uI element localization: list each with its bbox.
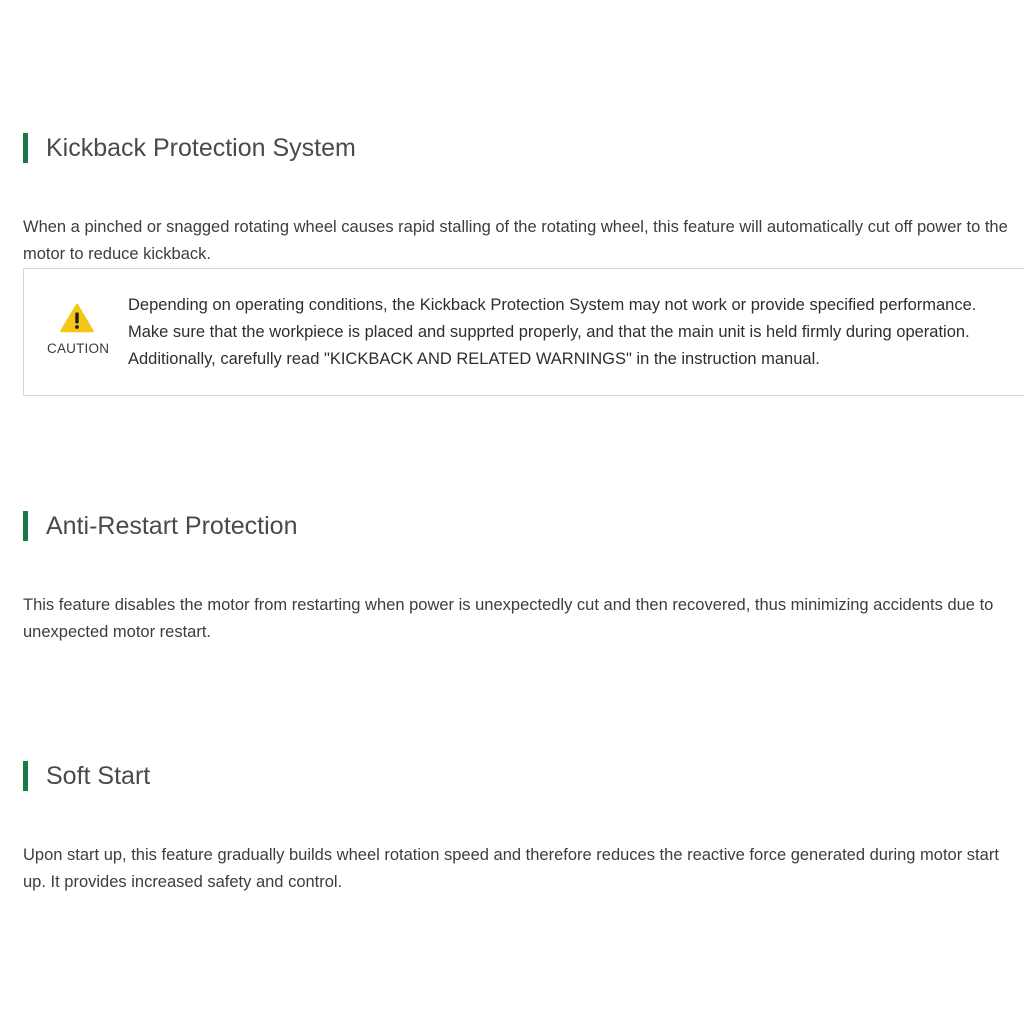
description-line: motor to reduce kickback. bbox=[23, 245, 211, 263]
heading-accent-bar bbox=[23, 133, 28, 163]
caution-box bbox=[23, 268, 1024, 396]
description-line: When a pinched or snagged rotating wheel causes rapid stalling of the rotating wheel, this feature will automatically cut off power to the bbox=[23, 218, 1008, 236]
section-heading bbox=[23, 511, 1024, 541]
heading-accent-bar bbox=[23, 511, 28, 541]
section-title: Kickback Protection System bbox=[46, 134, 356, 162]
caution-badge bbox=[47, 303, 110, 357]
section-kickback-protection bbox=[23, 133, 1024, 163]
caution-line: Additionally, carefully read "KICKBACK AND RELATED WARNINGS" in the instruction manual. bbox=[128, 350, 820, 368]
section-soft-start bbox=[23, 761, 1024, 791]
section-anti-restart bbox=[23, 511, 1024, 541]
warning-triangle-icon bbox=[60, 303, 94, 333]
description-line: This feature disables the motor from restarting when power is unexpectedly cut and then recovered, thus minimizing accidents due to bbox=[23, 596, 994, 614]
description-line: up. It provides increased safety and control. bbox=[23, 873, 343, 891]
section-title: Soft Start bbox=[46, 762, 151, 790]
caution-line: Make sure that the workpiece is placed and supprted properly, and that the main unit is held firmly during operation. bbox=[128, 323, 970, 341]
caution-text bbox=[128, 292, 1024, 373]
heading-accent-bar bbox=[23, 761, 28, 791]
section-description bbox=[23, 842, 1024, 896]
description-line: Upon start up, this feature gradually builds wheel rotation speed and therefore reduces the reactive force generated during motor start bbox=[23, 846, 999, 864]
section-description bbox=[23, 214, 1024, 268]
caution-line: Depending on operating conditions, the Kickback Protection System may not work or provide specified performance. bbox=[128, 296, 977, 314]
caution-label: CAUTION bbox=[47, 341, 110, 356]
section-description bbox=[23, 592, 1024, 646]
section-heading bbox=[23, 761, 1024, 791]
section-title: Anti-Restart Protection bbox=[46, 512, 298, 540]
description-line: unexpected motor restart. bbox=[23, 623, 212, 641]
section-heading bbox=[23, 133, 1024, 163]
